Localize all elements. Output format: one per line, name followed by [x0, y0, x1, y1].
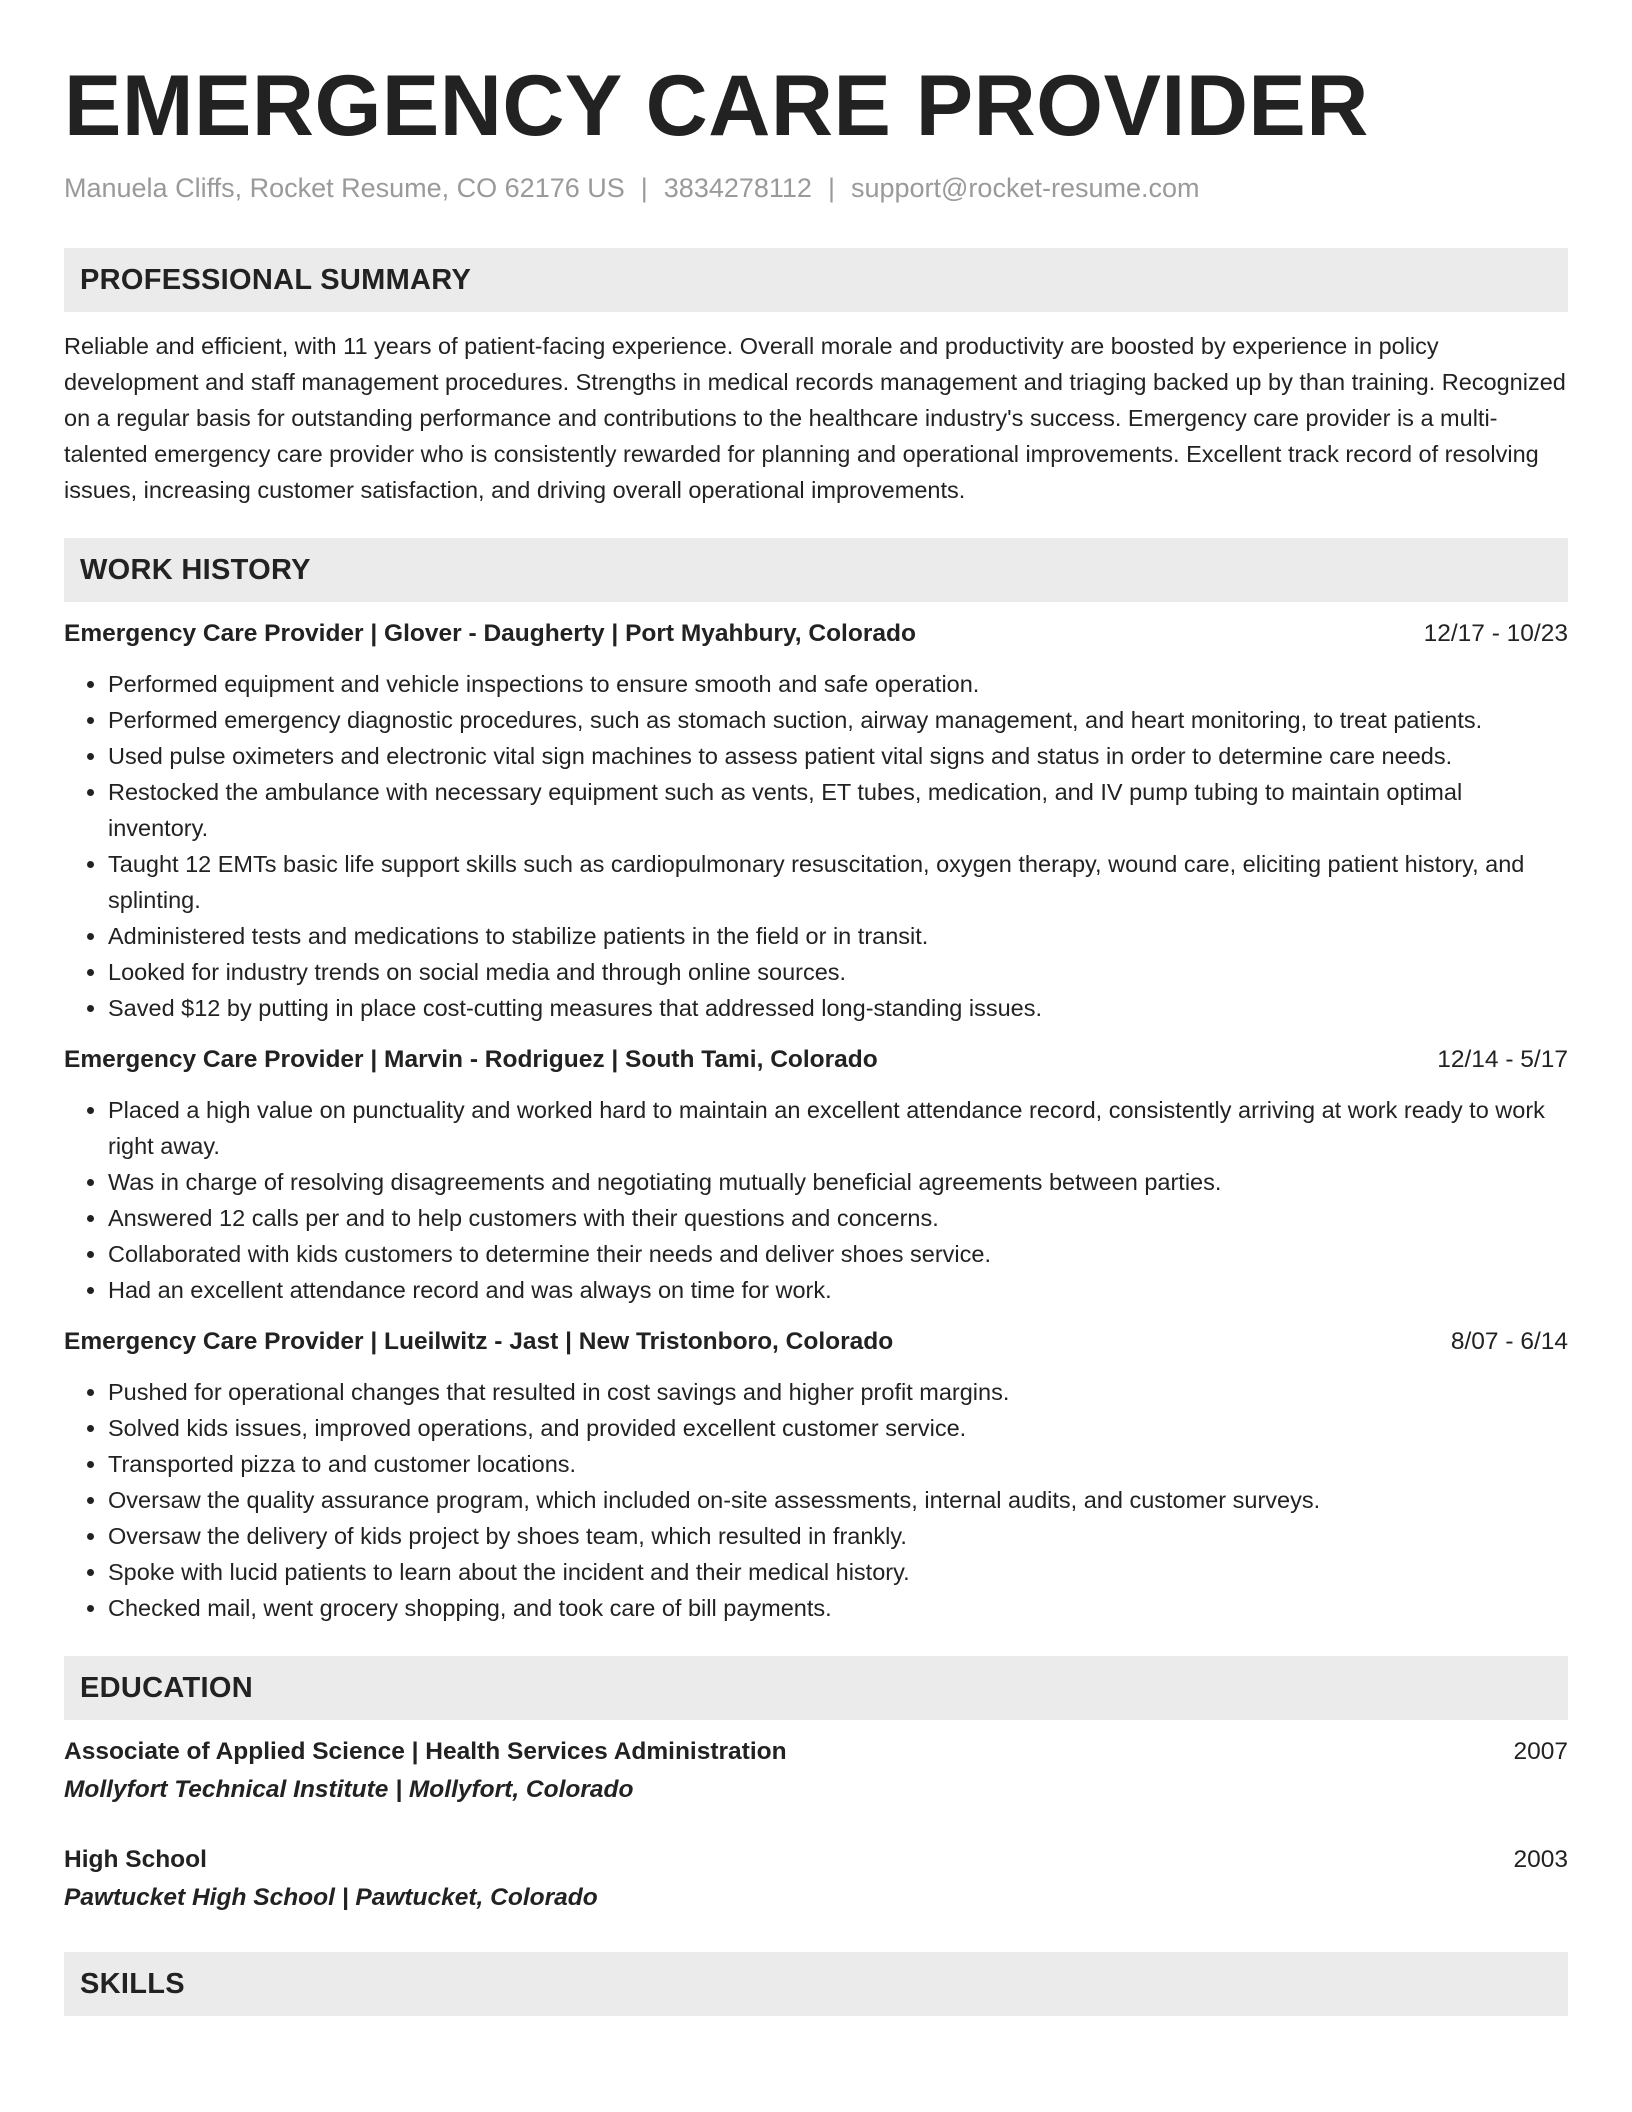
job-dates: 8/07 - 6/14 [1450, 1328, 1568, 1355]
contact-phone: 3834278112 [663, 173, 812, 203]
job-bullets [64, 1374, 1568, 1626]
education-entry [64, 1734, 1568, 1808]
list-item: • Looked for industry trends on social media and through online sources. [108, 954, 1568, 990]
education-year: 2003 [1513, 1846, 1568, 1873]
list-item: • Solved kids issues, improved operations, and provided excellent customer service. [108, 1410, 1568, 1446]
list-item: • Performed equipment and vehicle inspections to ensure smooth and safe operation. [108, 666, 1568, 702]
job-title: Emergency Care Provider | Glover - Daugherty | Port Myahbury, Colorado [64, 620, 916, 647]
job-entry [64, 616, 1568, 1026]
contact-line [64, 170, 1568, 206]
job-header [64, 1324, 1568, 1360]
section-header-summary: PROFESSIONAL SUMMARY [64, 248, 1568, 312]
list-item: • Transported pizza to and customer locations. [108, 1446, 1568, 1482]
contact-address: Manuela Cliffs, Rocket Resume, CO 62176 US [64, 173, 625, 203]
contact-separator: | [827, 173, 835, 203]
list-item: • Restocked the ambulance with necessary equipment such as vents, ET tubes, medication, and IV pump tubing to maintain optimal inventory. [108, 774, 1568, 846]
education-degree: High School [64, 1846, 207, 1873]
list-item: • Oversaw the delivery of kids project by shoes team, which resulted in frankly. [108, 1518, 1568, 1554]
summary-text: Reliable and efficient, with 11 years of patient-facing experience. Overall morale and productivity are boosted by experience in policy development and staff management procedures. Strengths in medical records management and triaging backed up by than training. Recognized on a regular basis for outstanding performance and contributions to the healthcare industry's success. Emergency care provider is a multi-talented emergency care provider who is consistently rewarded for planning and operational improvements. Excellent track record of resolving issues, increasing customer satisfaction, and driving overall operational improvements. [64, 333, 1566, 503]
list-item: • Saved $12 by putting in place cost-cutting measures that addressed long-standing issues. [108, 990, 1568, 1026]
education-entry [64, 1842, 1568, 1916]
job-dates: 12/14 - 5/17 [1437, 1046, 1568, 1073]
job-bullets [64, 666, 1568, 1026]
list-item: • Checked mail, went grocery shopping, and took care of bill payments. [108, 1590, 1568, 1626]
list-item: • Answered 12 calls per and to help customers with their questions and concerns. [108, 1200, 1568, 1236]
contact-email: support@rocket-resume.com [850, 173, 1200, 203]
list-item: • Collaborated with kids customers to determine their needs and deliver shoes service. [108, 1236, 1568, 1272]
education-year: 2007 [1513, 1738, 1568, 1765]
list-item: • Placed a high value on punctuality and worked hard to maintain an excellent attendance record, consistently arriving at work ready to work right away. [108, 1092, 1568, 1164]
resume-page [64, 0, 1568, 2016]
job-title: Emergency Care Provider | Marvin - Rodriguez | South Tami, Colorado [64, 1046, 878, 1073]
section-header-skills: SKILLS [64, 1952, 1568, 2016]
contact-separator: | [640, 173, 648, 203]
list-item: • Oversaw the quality assurance program, which included on-site assessments, internal audits, and customer surveys. [108, 1482, 1568, 1518]
job-header [64, 616, 1568, 652]
job-entry [64, 1324, 1568, 1626]
education-degree: Associate of Applied Science | Health Services Administration [64, 1738, 787, 1765]
education-school: Pawtucket High School | Pawtucket, Colorado [64, 1884, 598, 1911]
job-title: Emergency Care Provider | Lueilwitz - Jast | New Tristonboro, Colorado [64, 1328, 894, 1355]
education-header [64, 1842, 1568, 1878]
list-item: • Spoke with lucid patients to learn about the incident and their medical history. [108, 1554, 1568, 1590]
job-dates: 12/17 - 10/23 [1423, 620, 1568, 647]
list-item: • Had an excellent attendance record and was always on time for work. [108, 1272, 1568, 1308]
section-header-work-history: WORK HISTORY [64, 538, 1568, 602]
list-item: • Pushed for operational changes that resulted in cost savings and higher profit margins. [108, 1374, 1568, 1410]
education-header [64, 1734, 1568, 1770]
list-item: • Administered tests and medications to stabilize patients in the field or in transit. [108, 918, 1568, 954]
job-header [64, 1042, 1568, 1078]
list-item: • Taught 12 EMTs basic life support skills such as cardiopulmonary resuscitation, oxygen therapy, wound care, eliciting patient history, and splinting. [108, 846, 1568, 918]
job-bullets [64, 1092, 1568, 1308]
section-header-education: EDUCATION [64, 1656, 1568, 1720]
list-item: • Used pulse oximeters and electronic vital sign machines to assess patient vital signs and status in order to determine care needs. [108, 738, 1568, 774]
list-item: • Performed emergency diagnostic procedures, such as stomach suction, airway management, and heart monitoring, to treat patients. [108, 702, 1568, 738]
list-item: • Was in charge of resolving disagreements and negotiating mutually beneficial agreements between parties. [108, 1164, 1568, 1200]
job-entry [64, 1042, 1568, 1308]
resume-title: EMERGENCY CARE PROVIDER [64, 58, 1369, 154]
education-school: Mollyfort Technical Institute | Mollyfort, Colorado [64, 1776, 634, 1803]
